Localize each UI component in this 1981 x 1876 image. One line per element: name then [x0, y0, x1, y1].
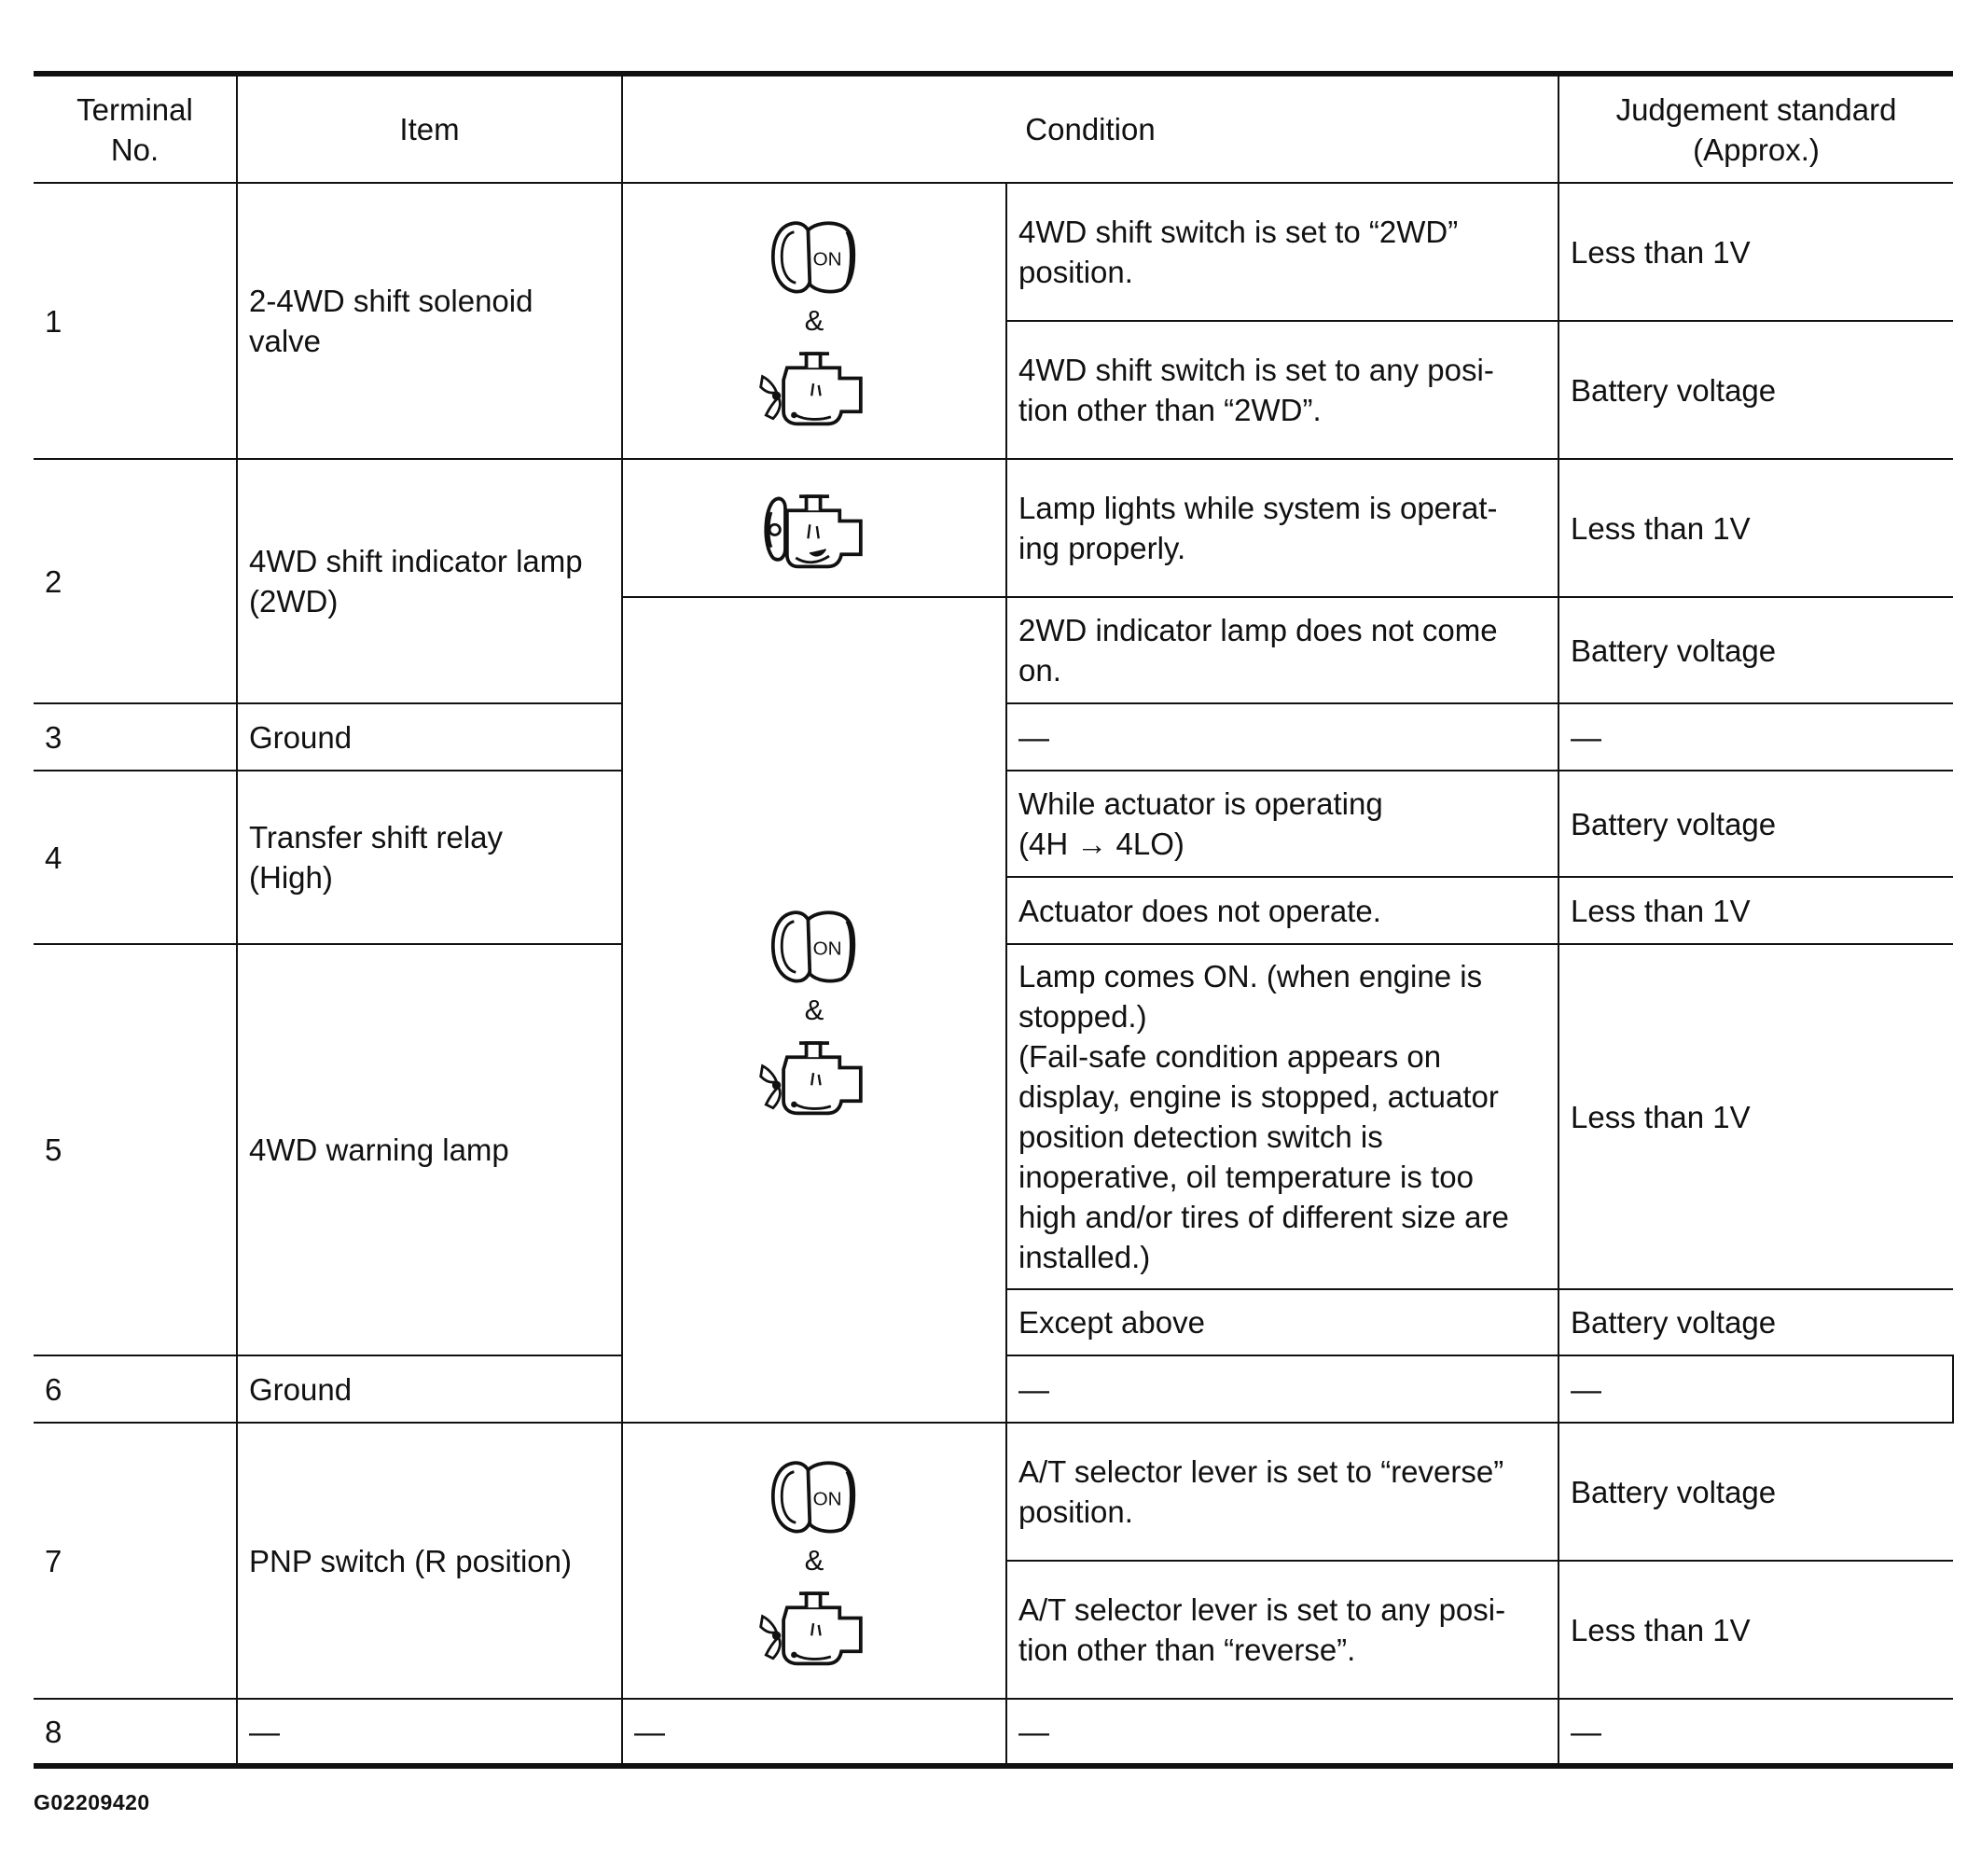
judgement-value: Less than 1V	[1558, 183, 1953, 321]
judgement-value: Less than 1V	[1558, 1561, 1953, 1699]
condition-icon-cell	[622, 597, 1006, 1423]
table-row	[34, 183, 1953, 321]
condition-icon-cell	[622, 1423, 1006, 1699]
condition-text: 4WD shift switch is set to “2WD” position.	[1006, 183, 1558, 321]
condition-text: Lamp lights while system is operat- ing properly.	[1006, 459, 1558, 597]
table-header-row	[34, 74, 1953, 183]
terminal-number: 6	[34, 1355, 237, 1423]
item-cell: PNP switch (R position)	[237, 1423, 622, 1699]
judgement-value: Less than 1V	[1558, 944, 1953, 1289]
condition-text: —	[1006, 703, 1558, 771]
table-row	[34, 1699, 1953, 1766]
judgement-value: Battery voltage	[1558, 597, 1953, 703]
item-cell: Ground	[237, 703, 622, 771]
and-symbol: &	[804, 1544, 824, 1577]
header-condition: Condition	[622, 74, 1558, 183]
item-cell: 2-4WD shift solenoid valve	[237, 183, 622, 459]
terminal-number: 3	[34, 703, 237, 771]
terminal-number: 2	[34, 459, 237, 703]
judgement-value: Less than 1V	[1558, 877, 1953, 944]
engine-running-icon	[756, 341, 872, 429]
header-terminal-no: Terminal No.	[34, 74, 237, 183]
condition-icon-cell	[622, 459, 1006, 597]
terminal-inspection-table-container	[34, 71, 1953, 1769]
condition-icon-cell	[622, 183, 1006, 459]
condition-text: A/T selector lever is set to any posi- tion other than “reverse”.	[1006, 1561, 1558, 1699]
engine-lamp-icon	[756, 484, 872, 572]
header-judgement-standard: Judgement standard (Approx.)	[1558, 74, 1953, 183]
figure-code: G02209420	[34, 1790, 150, 1814]
terminal-number: 7	[34, 1423, 237, 1699]
engine-running-icon	[756, 1581, 872, 1669]
judgement-value: —	[1558, 1699, 1953, 1766]
condition-text: Lamp comes ON. (when engine is stopped.) (Fail-safe condition appears on display, engine is stopped, actuator position detection switch is inoperative, oil temperature is too high and/or tires of different size are installed.)	[1006, 944, 1558, 1289]
judgement-value: Battery voltage	[1558, 1423, 1953, 1561]
condition-text: —	[1558, 1355, 1953, 1423]
item-cell: Ground	[237, 1355, 622, 1423]
terminal-inspection-table	[34, 71, 1953, 1769]
condition-text: Except above	[1006, 1289, 1558, 1355]
terminal-number: 4	[34, 771, 237, 944]
judgement-value: Battery voltage	[1558, 1289, 1953, 1355]
condition-icon-cell: —	[622, 1699, 1006, 1766]
condition-text: A/T selector lever is set to “reverse” position.	[1006, 1423, 1558, 1561]
ignition-on-icon	[766, 1452, 863, 1540]
terminal-number: 1	[34, 183, 237, 459]
condition-text: 4WD shift switch is set to any posi- tion other than “2WD”.	[1006, 321, 1558, 459]
table-row	[34, 459, 1953, 597]
table-row	[34, 1423, 1953, 1561]
condition-text: —	[1006, 1699, 1558, 1766]
condition-text: While actuator is operating (4H → 4LO)	[1006, 771, 1558, 877]
judgement-value: Less than 1V	[1558, 459, 1953, 597]
item-cell: 4WD shift indicator lamp (2WD)	[237, 459, 622, 703]
condition-icon-cell: —	[1006, 1355, 1558, 1423]
condition-text: Actuator does not operate.	[1006, 877, 1558, 944]
judgement-value: Battery voltage	[1558, 771, 1953, 877]
ignition-on-icon	[766, 213, 863, 300]
terminal-number: 5	[34, 944, 237, 1355]
item-cell: —	[237, 1699, 622, 1766]
engine-running-icon	[756, 1031, 872, 1119]
terminal-number: 8	[34, 1699, 237, 1766]
header-item: Item	[237, 74, 622, 183]
item-cell: 4WD warning lamp	[237, 944, 622, 1355]
judgement-value: Battery voltage	[1558, 321, 1953, 459]
and-symbol: &	[804, 304, 824, 337]
item-cell: Transfer shift relay (High)	[237, 771, 622, 944]
condition-text: 2WD indicator lamp does not come on.	[1006, 597, 1558, 703]
and-symbol: &	[804, 993, 824, 1026]
ignition-on-icon	[766, 902, 863, 990]
judgement-value: —	[1558, 703, 1953, 771]
